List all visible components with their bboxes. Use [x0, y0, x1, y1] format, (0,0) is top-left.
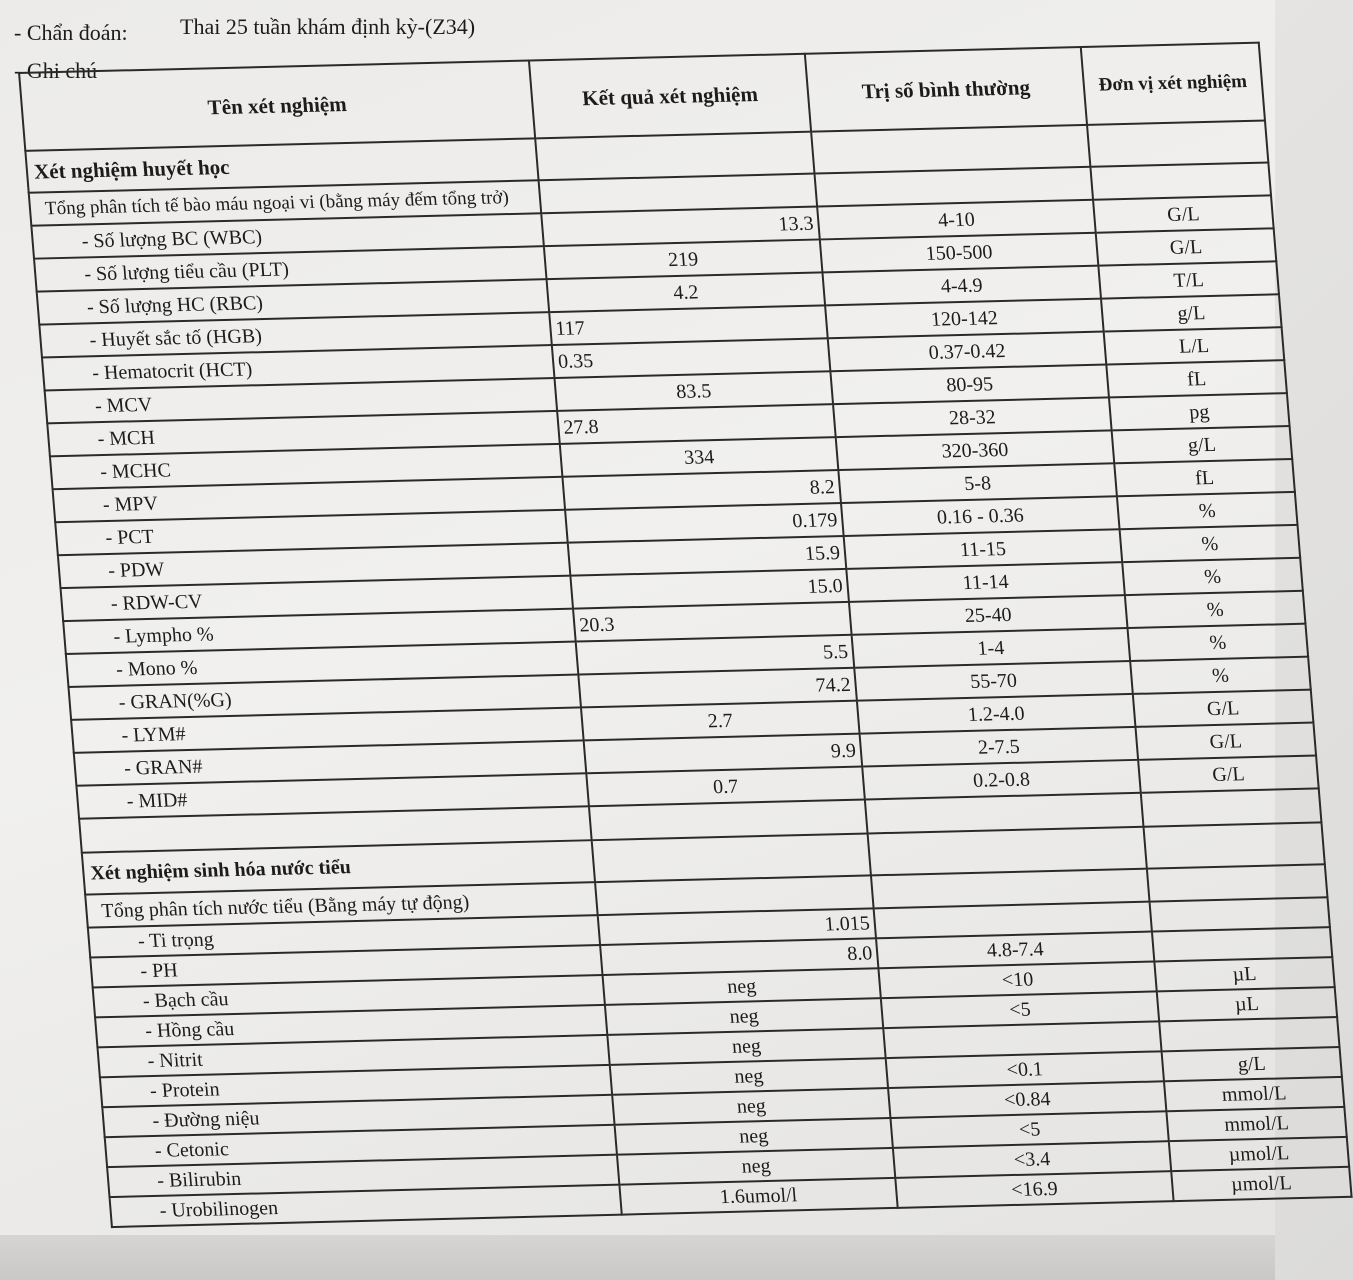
unit-cell: fL — [1114, 459, 1295, 496]
result-cell: 1.6umol/l — [619, 1178, 897, 1215]
reference-cell: <10 — [878, 962, 1156, 999]
table-surface — [0, 1235, 1275, 1280]
reference-cell: 0.37-0.42 — [828, 332, 1107, 372]
empty-cell — [868, 827, 1147, 876]
hematology-section — [25, 121, 1318, 819]
unit-cell: % — [1120, 525, 1301, 562]
test-name-cell: - Bilirubin — [107, 1155, 619, 1197]
diagnosis-label: - Chẩn đoán: — [14, 20, 128, 45]
result-cell: 0.7 — [586, 767, 865, 807]
reference-cell: 55-70 — [854, 661, 1133, 701]
col-header-test-name: Tên xét nghiệm — [19, 61, 535, 151]
test-name-cell: - Nitrit — [97, 1035, 609, 1077]
test-name-cell: - PH — [90, 945, 602, 987]
reference-cell: 320-360 — [836, 430, 1115, 470]
result-cell: neg — [607, 1028, 885, 1065]
result-cell: neg — [605, 998, 883, 1035]
unit-cell: % — [1122, 558, 1303, 595]
unit-cell: µmol/L — [1169, 1137, 1349, 1171]
urine-section — [82, 822, 1352, 1227]
reference-cell: 0.16 - 0.36 — [841, 496, 1120, 536]
unit-cell: G/L — [1096, 228, 1277, 265]
unit-cell: L/L — [1104, 327, 1285, 364]
unit-cell: % — [1130, 657, 1311, 694]
result-cell: 2.7 — [581, 701, 860, 741]
test-name-cell: - PDW — [58, 543, 570, 588]
unit-cell: pg — [1109, 393, 1290, 430]
reference-cell: 2-7.5 — [860, 727, 1139, 767]
test-name-cell: - MID# — [76, 773, 588, 818]
reference-cell: 11-14 — [846, 562, 1125, 602]
result-cell: 8.0 — [600, 938, 878, 975]
test-name-cell: - MCHC — [50, 444, 562, 489]
col-header-unit: Đơn vị xét nghiệm — [1081, 43, 1265, 125]
result-cell: 5.5 — [576, 635, 855, 675]
empty-cell — [1143, 822, 1324, 868]
reference-cell: 80-95 — [830, 364, 1109, 404]
test-name-cell: - MCV — [45, 378, 557, 423]
reference-cell: 11-15 — [844, 529, 1123, 569]
hematology-group-title: Tổng phân tích tế bào máu ngoại vi (bằng máy đếm tổng trở) — [29, 180, 541, 225]
unit-cell: g/L — [1101, 294, 1282, 331]
result-cell: neg — [610, 1058, 888, 1095]
reference-cell: 4.8-7.4 — [876, 932, 1154, 969]
urine-title: Xét nghiệm sinh hóa nước tiểu — [82, 840, 595, 894]
unit-cell: mmol/L — [1166, 1107, 1346, 1141]
unit-cell: % — [1128, 624, 1309, 661]
unit-cell: fL — [1106, 360, 1287, 397]
unit-cell: G/L — [1133, 690, 1314, 727]
result-cell: neg — [615, 1118, 893, 1155]
test-name-cell: - PCT — [55, 510, 567, 555]
result-cell: neg — [603, 968, 881, 1005]
test-name-cell: - MCH — [47, 411, 559, 456]
test-name-cell: - Hematocrit (HCT) — [42, 345, 554, 390]
reference-cell: 28-32 — [833, 397, 1112, 437]
test-name-cell: - Hồng cầu — [95, 1005, 607, 1047]
test-name-cell: - Số lượng BC (WBC) — [31, 213, 543, 258]
unit-cell: µL — [1157, 987, 1337, 1021]
test-name-cell: - Số lượng HC (RBC) — [37, 279, 549, 324]
test-name-cell: - Lympho % — [63, 609, 575, 654]
empty-cell — [592, 833, 871, 882]
diagnosis-value: Thai 25 tuần khám định kỳ-(Z34) — [180, 14, 476, 39]
test-name-cell: - Ti trọng — [88, 915, 600, 957]
unit-cell: µmol/L — [1171, 1167, 1351, 1201]
reference-cell: 1.2-4.0 — [857, 694, 1136, 734]
note-label: - Ghi chú — [14, 58, 98, 83]
result-cell: 74.2 — [578, 668, 857, 708]
result-cell: 334 — [560, 437, 839, 477]
reference-cell: <3.4 — [893, 1141, 1171, 1178]
test-name-cell: - GRAN(%G) — [68, 674, 580, 719]
test-name-cell: - RDW-CV — [61, 576, 573, 621]
urine-group-title: Tổng phân tích nước tiểu (Bằng máy tự động) — [85, 882, 597, 927]
result-cell: 15.9 — [568, 536, 847, 576]
empty-cell — [1087, 121, 1268, 167]
test-name-cell: - Số lượng tiểu cầu (PLT) — [34, 246, 546, 291]
test-name-cell: - Protein — [100, 1065, 612, 1107]
reference-cell: 150-500 — [820, 233, 1099, 273]
reference-cell: <5 — [881, 991, 1159, 1028]
result-cell: neg — [612, 1088, 890, 1125]
test-name-cell: - Huyết sắc tố (HGB) — [39, 312, 551, 357]
col-header-reference: Trị số bình thường — [805, 47, 1087, 132]
unit-cell: mmol/L — [1164, 1077, 1344, 1111]
hematology-title: Xét nghiệm huyết học — [25, 138, 538, 192]
result-cell: 27.8 — [557, 404, 836, 444]
reference-cell: 0.2-0.8 — [862, 760, 1141, 800]
result-cell: 9.9 — [584, 734, 863, 774]
reference-cell: 5-8 — [838, 463, 1117, 503]
test-name-cell: - GRAN# — [74, 740, 586, 785]
reference-cell: <0.1 — [886, 1051, 1164, 1088]
unit-cell: % — [1117, 492, 1298, 529]
result-cell: 13.3 — [541, 207, 820, 247]
empty-cell — [1090, 162, 1271, 199]
reference-cell: <5 — [890, 1111, 1168, 1148]
reference-cell: 120-142 — [825, 299, 1104, 339]
unit-cell: G/L — [1135, 723, 1316, 760]
unit-cell: g/L — [1162, 1047, 1342, 1081]
unit-cell: µL — [1154, 957, 1334, 991]
result-cell: 4.2 — [547, 272, 826, 312]
unit-cell — [1159, 1017, 1339, 1051]
reference-cell: 4-10 — [817, 200, 1096, 240]
reference-cell: 25-40 — [849, 595, 1128, 635]
empty-cell — [811, 125, 1090, 174]
reference-cell: 4-4.9 — [822, 266, 1101, 306]
test-name-cell: - Urobilinogen — [110, 1185, 622, 1227]
reference-cell: <0.84 — [888, 1081, 1166, 1118]
result-cell: 83.5 — [554, 371, 833, 411]
test-name-cell: - Cetonic — [105, 1125, 617, 1167]
result-cell: 15.0 — [570, 569, 849, 609]
unit-cell: g/L — [1112, 426, 1293, 463]
lab-results-table — [18, 42, 1353, 1228]
unit-cell — [1152, 927, 1332, 961]
result-cell: 219 — [544, 239, 823, 279]
result-cell: 117 — [549, 305, 828, 345]
empty-cell — [1147, 864, 1328, 901]
empty-cell — [535, 132, 814, 181]
result-cell: 20.3 — [573, 602, 852, 642]
result-cell: 0.35 — [552, 338, 831, 378]
test-name-cell: - Bạch cầu — [93, 975, 605, 1017]
col-header-result: Kết quả xét nghiệm — [529, 54, 811, 139]
unit-cell: % — [1125, 591, 1306, 628]
test-name-cell: - Mono % — [66, 642, 578, 687]
unit-cell: G/L — [1138, 755, 1319, 792]
unit-cell: T/L — [1098, 261, 1279, 298]
test-name-cell: - LYM# — [71, 707, 583, 752]
test-name-cell: - Đường niệu — [102, 1095, 614, 1137]
result-cell: 0.179 — [565, 503, 844, 543]
empty-cell — [1141, 788, 1322, 826]
reference-cell: <16.9 — [895, 1171, 1173, 1208]
reference-cell: 1-4 — [852, 628, 1131, 668]
results-sheet — [18, 42, 1351, 1228]
result-cell: 8.2 — [562, 470, 841, 510]
test-name-cell: - MPV — [53, 477, 565, 522]
unit-cell: G/L — [1093, 195, 1274, 232]
unit-cell — [1150, 897, 1330, 931]
diagnosis-line — [14, 14, 476, 46]
result-cell: neg — [617, 1148, 895, 1185]
result-cell: 1.015 — [598, 908, 876, 945]
